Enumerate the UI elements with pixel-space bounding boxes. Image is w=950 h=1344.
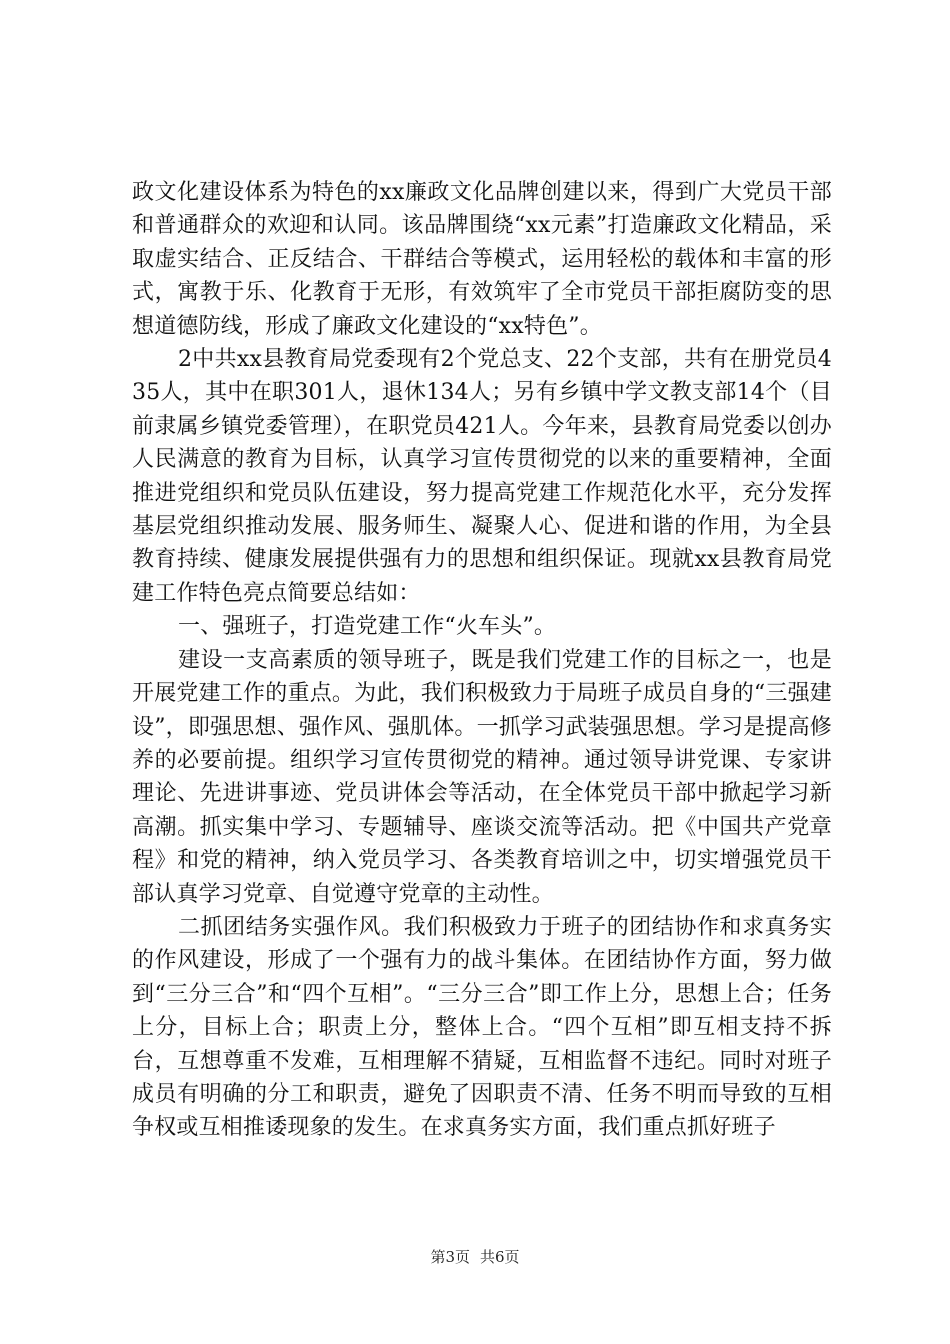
page-footer [0, 1246, 950, 1267]
page-number: 第3页 [430, 1248, 470, 1266]
page-total: 共6页 [480, 1248, 520, 1266]
section-heading-1: 一、强班子，打造党建工作“火车头”。 [178, 614, 557, 640]
paragraph-4: 二抓团结务实强作风。我们积极致力于班子的团结协作和求真务实的作风建设，形成了一个强有力的战斗集体。在团结协作方面，努力做到“三分三合”和“四个互相”。“三分三合”即工作上分，思想上合；任务上分，目标上合；职责上分，整体上合。“四个互相”即互相支持不拆台，互想尊重不发难，互相理解不猜疑，互相监督不违纪。同时对班子成员有明确的分工和职责，避免了因职责不清、任务不明而导致的互相争权或互相推诿现象的发生。在求真务实方面，我们重点抓好班子 [132, 914, 832, 1141]
paragraph-1: 政文化建设体系为特色的xx廉政文化品牌创建以来，得到广大党员干部和普通群众的欢迎和认同。该品牌围绕“xx元素”打造廉政文化精品，采取虚实结合、正反结合、干群结合等模式，运用轻松的载体和丰富的形式，寓教于乐、化教育于无形，有效筑牢了全市党员干部拒腐防变的思想道德防线，形成了廉政文化建设的“xx特色”。 [132, 180, 832, 339]
paragraph-3: 建设一支高素质的领导班子，既是我们党建工作的目标之一，也是开展党建工作的重点。为此，我们积极致力于局班子成员自身的“三强建设”，即强思想、强作风、强肌体。一抓学习武装强思想。学习是提高修养的必要前提。组织学习宣传贯彻党的精神。通过领导讲党课、专家讲理论、先进讲事迹、党员讲体会等活动，在全体党员干部中掀起学习新高潮。抓实集中学习、专题辅导、座谈交流等活动。把《中国共产党章程》和党的精神，纳入党员学习、各类教育培训之中，切实增强党员干部认真学习党章、自觉遵守党章的主动性。 [132, 647, 832, 907]
paragraph-2: 2中共xx县教育局党委现有2个党总支、22个支部，共有在册党员435人，其中在职301人，退休134人；另有乡镇中学文教支部14个（目前隶属乡镇党委管理），在职党员421人。今年来，县教育局党委以创办人民满意的教育为目标，认真学习宣传贯彻党的以来的重要精神，全面推进党组织和党员队伍建设，努力提高党建工作规范化水平，充分发挥基层党组织推动发展、服务师生、凝聚人心、促进和谐的作用，为全县教育持续、健康发展提供强有力的思想和组织保证。现就xx县教育局党建工作特色亮点简要总结如： [132, 347, 832, 606]
document-body [132, 176, 832, 1145]
